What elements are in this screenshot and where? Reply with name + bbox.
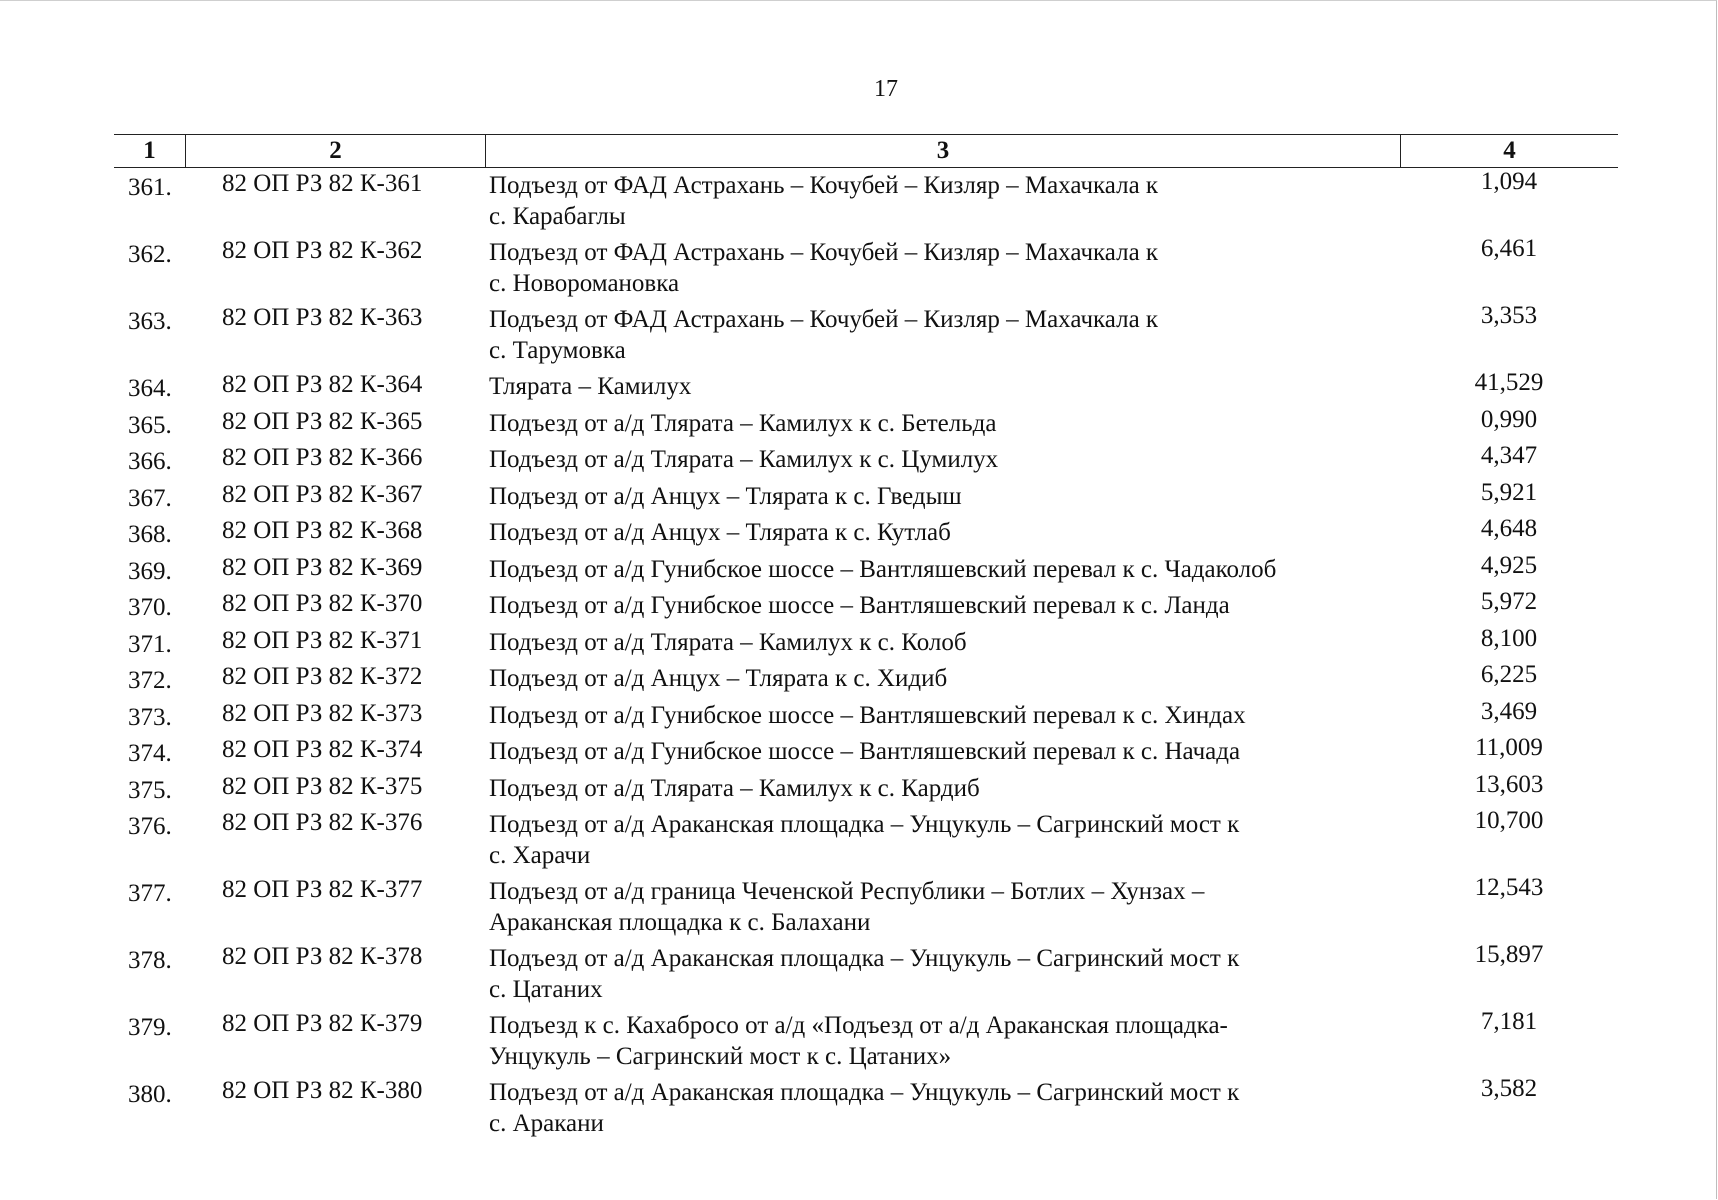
row-number: 363. <box>128 308 172 335</box>
road-code: 82 ОП РЗ 82 К-372 <box>222 663 423 690</box>
road-name <box>489 444 1394 475</box>
road-name <box>489 517 1394 548</box>
row-number: 374. <box>128 740 172 767</box>
table-header <box>114 134 1618 168</box>
road-code: 82 ОП РЗ 82 К-369 <box>222 553 423 581</box>
road-name <box>489 170 1394 232</box>
road-name <box>489 481 1394 512</box>
road-length: 6,461 <box>1480 235 1538 262</box>
road-name <box>489 736 1394 767</box>
road-name <box>489 943 1394 1005</box>
road-code: 82 ОП РЗ 82 К-367 <box>222 480 423 508</box>
road-name-line: Тлярата – Камилух <box>489 373 692 400</box>
table-row <box>114 479 1618 516</box>
table-row <box>114 406 1618 443</box>
road-length: 41,529 <box>1474 369 1544 396</box>
road-name-line: Подъезд от а/д граница Чеченской Республики – Ботлих – Хунзах – <box>489 878 1205 905</box>
road-code: 82 ОП РЗ 82 К-362 <box>222 237 423 264</box>
header-col-1: 1 <box>143 137 156 164</box>
road-name <box>489 876 1394 938</box>
table-row <box>114 625 1618 662</box>
road-length: 3,582 <box>1480 1075 1538 1102</box>
road-name <box>489 554 1394 585</box>
road-name-line: Подъезд от а/д Гунибское шоссе – Вантляшевский перевал к с. Чадаколоб <box>489 555 1277 583</box>
road-length: 4,925 <box>1480 551 1538 579</box>
road-name-line: Подъезд к с. Кахабросо от а/д «Подъезд от а/д Араканская площадка- <box>489 1012 1228 1039</box>
row-number: 362. <box>128 241 172 268</box>
road-code: 82 ОП РЗ 82 К-377 <box>222 876 423 903</box>
road-length: 13,603 <box>1474 770 1544 798</box>
road-name <box>489 773 1394 804</box>
header-col-2: 2 <box>185 135 485 167</box>
road-name-line: с. Новоромановка <box>489 270 680 297</box>
road-name-line: с. Тарумовка <box>489 337 626 364</box>
table-row <box>114 442 1618 479</box>
row-number: 379. <box>128 1014 172 1041</box>
road-name-line: Унцукуль – Сагринский мост к с. Цатаних» <box>489 1043 952 1070</box>
table-row <box>114 1008 1618 1075</box>
row-number: 371. <box>128 630 172 658</box>
page-number: 17 <box>874 76 898 102</box>
road-name-line: с. Цатаних <box>489 976 603 1003</box>
road-length: 5,921 <box>1480 478 1538 506</box>
table-row <box>114 302 1618 369</box>
road-name <box>489 809 1394 871</box>
road-name <box>489 408 1394 439</box>
road-length: 10,700 <box>1474 807 1544 834</box>
road-length: 4,347 <box>1480 442 1538 469</box>
table-row <box>114 168 1618 235</box>
road-code: 82 ОП РЗ 82 К-376 <box>222 809 423 836</box>
road-length: 15,897 <box>1474 941 1544 968</box>
table-row <box>114 1075 1618 1142</box>
row-number: 375. <box>128 776 172 804</box>
header-col-4: 4 <box>1400 135 1618 167</box>
road-length: 8,100 <box>1480 624 1538 652</box>
road-name <box>489 663 1394 694</box>
road-length: 1,094 <box>1480 168 1538 195</box>
table-row <box>114 552 1618 589</box>
table-row <box>114 807 1618 874</box>
row-number: 368. <box>128 521 172 548</box>
road-code: 82 ОП РЗ 82 К-374 <box>222 736 423 763</box>
table-row <box>114 588 1618 625</box>
road-name-line: Подъезд от а/д Гунибское шоссе – Вантляшевский перевал к с. Ланда <box>489 592 1230 619</box>
road-name-line: Подъезд от а/д Анцух – Тлярата к с. Кутлаб <box>489 519 951 546</box>
road-code: 82 ОП РЗ 82 К-375 <box>222 772 423 800</box>
road-name-line: Подъезд от а/д Анцух – Тлярата к с. Гведыш <box>489 482 962 510</box>
road-name-line: Подъезд от а/д Тлярата – Камилух к с. Бетельда <box>489 409 997 437</box>
road-length: 11,009 <box>1475 734 1543 761</box>
road-code: 82 ОП РЗ 82 К-361 <box>222 170 423 197</box>
road-length: 3,353 <box>1480 302 1538 329</box>
table-row <box>114 771 1618 808</box>
row-number: 378. <box>128 947 172 974</box>
road-name-line: Подъезд от а/д Тлярата – Камилух к с. Цумилух <box>489 446 999 473</box>
table-row <box>114 515 1618 552</box>
road-name-line: Подъезд от ФАД Астрахань – Кочубей – Кизляр – Махачкала к <box>489 239 1159 266</box>
row-number: 376. <box>128 813 172 840</box>
road-name-line: Подъезд от а/д Араканская площадка – Унцукуль – Сагринский мост к <box>489 811 1240 838</box>
road-code: 82 ОП РЗ 82 К-379 <box>222 1010 423 1037</box>
row-number: 361. <box>128 174 172 201</box>
row-number: 372. <box>128 667 172 694</box>
table-row <box>114 698 1618 735</box>
road-code: 82 ОП РЗ 82 К-370 <box>222 590 423 617</box>
road-name <box>489 371 1394 402</box>
road-name <box>489 1010 1394 1072</box>
road-code: 82 ОП РЗ 82 К-363 <box>222 304 423 331</box>
road-name <box>489 1077 1394 1139</box>
road-name-line: Подъезд от а/д Гунибское шоссе – Вантляшевский перевал к с. Хиндах <box>489 701 1246 729</box>
road-length: 5,972 <box>1480 588 1538 615</box>
road-name <box>489 590 1394 621</box>
road-name-line: Араканская площадка к с. Балахани <box>489 909 871 936</box>
road-name-line: Подъезд от а/д Тлярата – Камилух к с. Колоб <box>489 628 967 656</box>
road-name-line: Подъезд от а/д Гунибское шоссе – Вантляшевский перевал к с. Начада <box>489 738 1241 765</box>
road-code: 82 ОП РЗ 82 К-373 <box>222 699 423 727</box>
road-name-line: с. Харачи <box>489 842 591 869</box>
row-number: 366. <box>128 448 172 475</box>
road-name <box>489 627 1394 658</box>
table-row <box>114 235 1618 302</box>
road-code: 82 ОП РЗ 82 К-365 <box>222 407 423 435</box>
row-number: 367. <box>128 484 172 512</box>
road-name <box>489 304 1394 366</box>
table-body <box>114 168 1618 1142</box>
row-number: 373. <box>128 703 172 731</box>
road-length: 7,181 <box>1480 1008 1538 1035</box>
road-length: 0,990 <box>1480 405 1538 433</box>
header-col-3: 3 <box>485 135 1400 167</box>
road-code: 82 ОП РЗ 82 К-364 <box>222 371 423 398</box>
road-length: 6,225 <box>1480 661 1538 688</box>
road-name <box>489 700 1394 731</box>
row-number: 365. <box>128 411 172 439</box>
road-name-line: Подъезд от ФАД Астрахань – Кочубей – Кизляр – Махачкала к <box>489 172 1159 199</box>
road-name-line: Подъезд от а/д Араканская площадка – Унцукуль – Сагринский мост к <box>489 1079 1240 1106</box>
road-code: 82 ОП РЗ 82 К-366 <box>222 444 423 471</box>
road-length: 12,543 <box>1474 874 1544 901</box>
road-name-line: с. Карабаглы <box>489 203 626 230</box>
table-row <box>114 734 1618 771</box>
road-name-line: Подъезд от а/д Араканская площадка – Унцукуль – Сагринский мост к <box>489 945 1240 972</box>
road-name-line: с. Аракани <box>489 1110 604 1137</box>
row-number: 370. <box>128 594 172 621</box>
table-row <box>114 874 1618 941</box>
road-name-line: Подъезд от а/д Тлярата – Камилух к с. Кардиб <box>489 774 980 802</box>
road-length: 4,648 <box>1480 515 1538 542</box>
road-code: 82 ОП РЗ 82 К-371 <box>222 626 423 654</box>
road-name-line: Подъезд от а/д Анцух – Тлярата к с. Хидиб <box>489 665 948 692</box>
row-number: 369. <box>128 557 172 585</box>
row-number: 364. <box>128 375 172 402</box>
road-code: 82 ОП РЗ 82 К-378 <box>222 943 423 970</box>
table-row <box>114 941 1618 1008</box>
row-number: 377. <box>128 880 172 907</box>
road-name-line: Подъезд от ФАД Астрахань – Кочубей – Кизляр – Махачкала к <box>489 306 1159 333</box>
row-number: 380. <box>128 1081 172 1108</box>
table-row <box>114 369 1618 406</box>
road-code: 82 ОП РЗ 82 К-368 <box>222 517 423 544</box>
road-length: 3,469 <box>1480 697 1538 725</box>
table-row <box>114 661 1618 698</box>
road-name <box>489 237 1394 299</box>
road-code: 82 ОП РЗ 82 К-380 <box>222 1077 423 1104</box>
